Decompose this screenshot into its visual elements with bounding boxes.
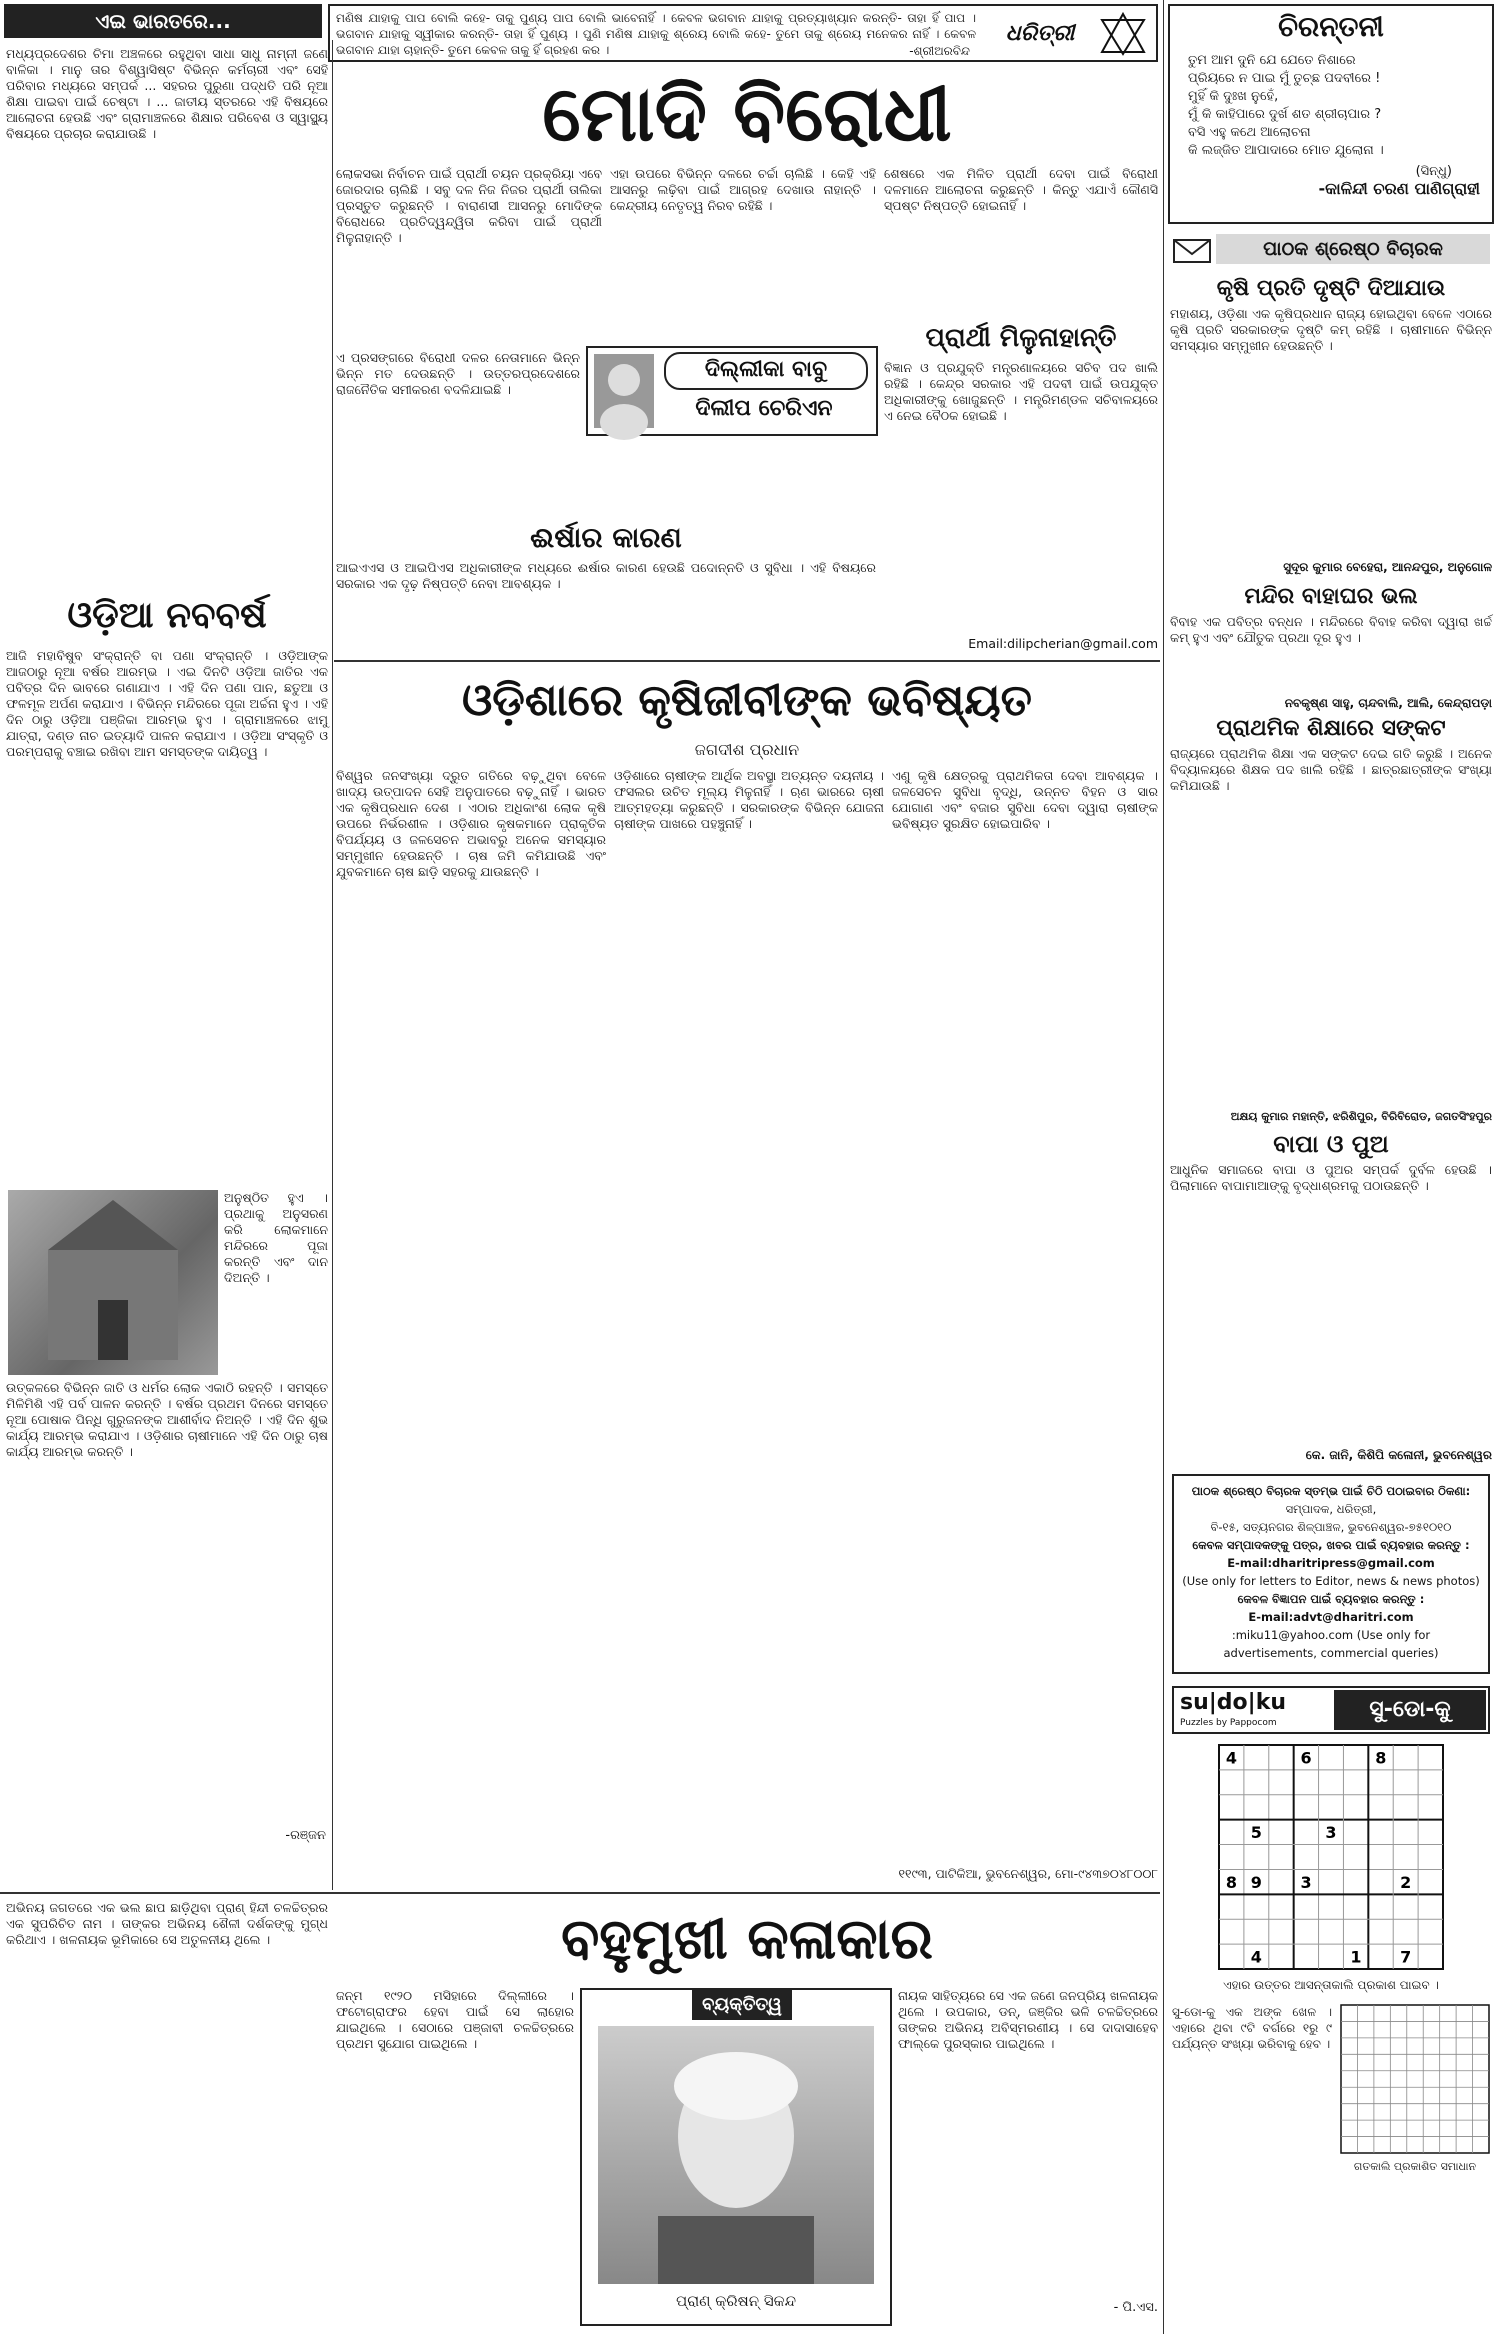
- contact-line: advertisements, commercial queries): [1223, 1646, 1439, 1660]
- subhead-candidates: ପ୍ରାର୍ଥୀ ମିଳୁନାହାନ୍ତି: [925, 323, 1117, 353]
- contact-line: କେବଳ ବିଜ୍ଞାପନ ପାଇଁ ବ୍ୟବହାର କରନ୍ତୁ :: [1237, 1592, 1425, 1606]
- dharitri-logo: ଧରିତ୍ରୀ: [1005, 21, 1075, 46]
- contact-line: (Use only for letters to Editor, news & news photos): [1182, 1574, 1480, 1588]
- poem-line: ମୁହିଁ କି ଦୁଃଖ ନୁହେଁ,: [1188, 89, 1279, 104]
- letter-body: ଆଧୁନିକ ସମାଜରେ ବାପା ଓ ପୁଅର ସମ୍ପର୍କ ଦୁର୍ବଳ ହେଉଛି । ପିଲାମାନେ ବାପାମାଆଙ୍କୁ ବୃଦ୍ଧାଶ୍ରମକୁ ପଠାଉଛନ୍ତି ।: [1170, 1162, 1492, 1193]
- sudoku-digit: 2: [1400, 1872, 1412, 1892]
- letter-body: ରାଜ୍ୟରେ ପ୍ରାଥମିକ ଶିକ୍ଷା ଏକ ସଙ୍କଟ ଦେଇ ଗତି କରୁଛି । ଅନେକ ବିଦ୍ୟାଳୟରେ ଶିକ୍ଷକ ପଦ ଖାଲି ରହିଛି । ଛାତ୍ରଛାତ୍ରୀଙ୍କ ସଂଖ୍ୟା କମିଯାଉଛି ।: [1170, 746, 1492, 793]
- artist-col1: ଅଭିନୟ ଜଗତରେ ଏକ ଭଲ ଛାପ ଛାଡ଼ିଥିବା ପ୍ରାଣ୍‌ ହିନ୍ଦୀ ଚଳଚ୍ଚିତ୍ରର ଏକ ସୁପରିଚିତ ନାମ । ତାଙ୍କର ଅଭିନୟ ଶୈଳୀ ଦର୍ଶକଙ୍କୁ ମୁଗ୍ଧ କରିଥାଏ । ଖଳନାୟକ ଭୂମିକାରେ ସେ ଅତୁଳନୀୟ ଥିଲେ ।: [6, 1900, 328, 1947]
- left-story-body: ଆଜି ମହାବିଷୁବ ସଂକ୍ରାନ୍ତି ବା ପଣା ସଂକ୍ରାନ୍ତି । ଓଡ଼ିଆଙ୍କ ଆଜଠାରୁ ନୂଆ ବର୍ଷର ଆରମ୍ଭ । ଏଇ ଦିନଟି ଓଡ଼ିଆ ଜାତିର ଏକ ପବିତ୍ର ଦିନ ଭାବରେ ଗଣାଯାଏ । ଏହି ଦିନ ପଣା ପାନ, ଛତୁଆ ଓ ଫଳମୂଳ ଅର୍ପଣ କରାଯାଏ । ବିଭିନ୍ନ ମନ୍ଦିରରେ ପୂଜା ଅର୍ଚ୍ଚନା ହୁଏ । ଏହି ଦିନ ଠାରୁ ଓଡ଼ିଆ ପଞ୍ଜିକା ଆରମ୍ଭ ହୁଏ । ଗ୍ରାମାଞ୍ଚଳରେ ଝାମୁ ଯାତ୍ରା, ଦଣ୍ଡ ନାଚ ଇତ୍ୟାଦି ପାଳନ କରାଯାଏ । ଓଡ଼ିଆ ସଂସ୍କୃତି ଓ ପରମ୍ପରାକୁ ବଞ୍ଚାଇ ରଖିବା ଆମ ସମସ୍ତଙ୍କ ଦାୟିତ୍ୱ ।: [6, 648, 328, 759]
- subhead-jealousy: ଈର୍ଷାର କାରଣ: [530, 521, 682, 554]
- artist-author: - ପି.ଏସ.: [1113, 2300, 1158, 2315]
- poem: [1188, 52, 1492, 160]
- letters-banner-title: ପାଠକ ଶ୍ରେଷ୍ଠ ବିଚାରକ: [1216, 234, 1490, 264]
- columnist-name: ଦିଲୀପ ଚେରିଏନ: [695, 396, 833, 421]
- letter-body: ବିବାହ ଏକ ପବିତ୍ର ବନ୍ଧନ । ମନ୍ଦିରରେ ବିବାହ କରିବା ଦ୍ୱାରା ଖର୍ଚ୍ଚ କମ୍‌ ହୁଏ ଏବଂ ଯୌତୁକ ପ୍ରଥା ଦୂର ହୁଏ ।: [1170, 614, 1492, 645]
- poem-line: କି ଲଜ୍ଜିତ ଆପାଦାରେ ମୋତ ଯୁଲୋନା ।: [1188, 143, 1384, 158]
- quote-text: ମଣିଷ ଯାହାକୁ ପାପ ବୋଲି କହେ- ତାକୁ ପୁଣ୍ୟ ପାପ ବୋଲି ଭାବେନାହିଁ । କେବଳ ଭଗବାନ ଯାହାକୁ ପ୍ରତ୍ୟାଖ୍ୟାନ କରନ୍ତି- ତାହା ହିଁ ପାପ । ଭଗବାନ ଯାହାକୁ ସ୍ୱୀକାର କରନ୍ତି- ତାହା ହିଁ ପୁଣ୍ୟ । ପୁଣି ମଣିଷ ଯାହାକୁ ଶ୍ରେୟ ବୋଲି କହେ- ତୁମେ ତାକୁ ଶ୍ରେୟ ମନେକର ନାହିଁ । କେବଳ ଭଗବାନ ଯାହା ଚାହାନ୍ତି- ତୁମେ କେବଳ ତାକୁ ହିଁ ଗ୍ରହଣ କର ।: [336, 11, 976, 57]
- quote-box: [328, 4, 1158, 62]
- sudoku-logo: su|do|ku: [1180, 1690, 1286, 1715]
- profile-box: [580, 1988, 892, 2326]
- column-header: [4, 4, 322, 38]
- columnist-photo: [594, 354, 654, 428]
- sudoku-digit: 8: [1375, 1748, 1387, 1768]
- poem-line: ତୁମ ଆମ ଦୁନି ଯେ ଯେତେ ନିଶାରେ: [1188, 53, 1356, 68]
- sudoku-digit: 3: [1325, 1823, 1337, 1843]
- sudoku-digit: 7: [1400, 1947, 1412, 1967]
- letter-sign: ଅକ୍ଷୟ କୁମାର ମହାନ୍ତି, ଝରିଶିପୁର, ବିରିବିରୋଡ, ଜଗତସିଂହପୁର: [1230, 1110, 1492, 1123]
- contact-line: :miku11@yahoo.com (Use only for: [1231, 1628, 1431, 1642]
- sudoku-digit: 9: [1250, 1872, 1262, 1892]
- sudoku-board[interactable]: [1218, 1744, 1444, 1974]
- solution-grid: [1340, 2004, 1490, 2154]
- agri-author: ଜଗଦୀଶ ପ୍ରଧାନ: [694, 740, 800, 759]
- artist-col3: ନାୟକ ସାହିତ୍ୟରେ ସେ ଏକ ଜଣେ ଜନପ୍ରିୟ ଖଳନାୟକ ଥିଲେ । ଉପକାର, ଡନ୍‌, ଜଞ୍ଜିର ଭଳି ଚଳଚ୍ଚିତ୍ରରେ ତାଙ୍କର ଅଭିନୟ ଅବିସ୍ମରଣୀୟ । ସେ ଦାଦାସାହେବ ଫାଲ୍‌କେ ପୁରସ୍କାର ପାଇଥିଲେ ।: [898, 1988, 1158, 2051]
- divider: [334, 660, 1160, 662]
- agri-headline: ଓଡ଼ିଶାରେ କୃଷିଜୀବୀଙ୍କ ଭବିଷ୍ୟତ: [461, 675, 1033, 726]
- contact-line: ବି-୧୫, ସତ୍ୟନଗର ଶିଳ୍ପାଞ୍ଚଳ, ଭୁବନେଶ୍ୱର-୭୫୧୦୧୦: [1210, 1520, 1452, 1534]
- sudoku-grid: [1218, 1744, 1444, 1970]
- columnist-email: Email:dilipcherian@gmail.com: [968, 636, 1158, 651]
- main-story-col3: ଶେଷରେ ଏକ ମିଳିତ ପ୍ରାର୍ଥୀ ଦେବା ପାଇଁ ବିରୋଧୀ ଦଳମାନେ ଆଲୋଚନା କରୁଛନ୍ତି । କିନ୍ତୁ ଏଯାଏଁ କୌଣସି ସ୍ପଷ୍ଟ ନିଷ୍ପତ୍ତି ହୋଇନାହିଁ ।: [884, 166, 1158, 213]
- sudoku-rules: ସୁ-ଡୋ-କୁ ଏକ ଅଙ୍କ ଖେଳ । ଏହାରେ ଥିବା ୯ଟି ବର୍ଗରେ ୧ରୁ ୯ ପର୍ଯ୍ୟନ୍ତ ସଂଖ୍ୟା ଭରିବାକୁ ହେବ ।: [1172, 2005, 1332, 2051]
- main-headline: ମୋଦି ବିରୋଧୀ: [542, 69, 952, 158]
- contact-line: ସମ୍ପାଦକ, ଧରିତ୍ରୀ,: [1285, 1502, 1377, 1516]
- quote-author: -ଶ୍ରୀଅରବିନ୍ଦ: [909, 44, 970, 58]
- agri-col2: ଓଡ଼ିଶାରେ ଚାଷୀଙ୍କ ଆର୍ଥିକ ଅବସ୍ଥା ଅତ୍ୟନ୍ତ ଦୟନୀୟ । ଫସଲର ଉଚିତ ମୂଲ୍ୟ ମିଳୁନାହିଁ । ଋଣ ଭାରରେ ଚାଷୀ ଆତ୍ମହତ୍ୟା କରୁଛନ୍ତି । ସରକାରଙ୍କ ବିଭିନ୍ନ ଯୋଜନା ଚାଷୀଙ୍କ ପାଖରେ ପହଞ୍ଚୁନାହିଁ ।: [614, 768, 884, 831]
- sudoku-digit: 8: [1225, 1872, 1238, 1892]
- photo-caption: ପ୍ରାଣ୍‌ କ୍ରିଷନ୍‌ ସିକନ୍ଦ: [675, 2292, 797, 2310]
- column-divider: [1163, 0, 1164, 2334]
- main-story-col2: ଏହା ଉପରେ ବିଭିନ୍ନ ଦଳରେ ଚର୍ଚ୍ଚା ଚାଲିଛି । କେହି ଏହି ଆସନରୁ ଲଢ଼ିବା ପାଇଁ ଆଗ୍ରହ ଦେଖାଉ ନାହାନ୍ତି । କେନ୍ଦ୍ରୀୟ ନେତୃତ୍ୱ ନିରବ ରହିଛି ।: [610, 166, 876, 213]
- agri-col1: ବିଶ୍ୱର ଜନସଂଖ୍ୟା ଦ୍ରୁତ ଗତିରେ ବଢ଼ୁଥିବା ବେଳେ ଖାଦ୍ୟ ଉତ୍ପାଦନ ସେହି ଅନୁପାତରେ ବଢ଼ୁନାହିଁ । ଭାରତ ଏକ କୃଷିପ୍ରଧାନ ଦେଶ । ଏଠାର ଅଧିକାଂଶ ଲୋକ କୃଷି ଉପରେ ନିର୍ଭରଶୀଳ । ଓଡ଼ିଶାର କୃଷକମାନେ ପ୍ରାକୃତିକ ବିପର୍ଯ୍ୟୟ ଓ ଜଳସେଚନ ଅଭାବରୁ ଅନେକ ସମସ୍ୟାର ସମ୍ମୁଖୀନ ହେଉଛନ୍ତି । ଚାଷ ଜମି କମିଯାଉଛି ଏବଂ ଯୁବକମାନେ ଚାଷ ଛାଡ଼ି ସହରକୁ ଯାଉଛନ୍ତି ।: [336, 768, 606, 879]
- editor-email-link[interactable]: E-mail:dharitripress@gmail.com: [1227, 1556, 1435, 1570]
- left-story-cont: ଉତ୍କଳରେ ବିଭିନ୍ନ ଜାତି ଓ ଧର୍ମର ଲୋକ ଏକାଠି ରହନ୍ତି । ସମସ୍ତେ ମିଳିମିଶି ଏହି ପର୍ବ ପାଳନ କରନ୍ତି । ବର୍ଷର ପ୍ରଥମ ଦିନରେ ସମସ୍ତେ ନୂଆ ପୋଷାକ ପିନ୍ଧି ଗୁରୁଜନଙ୍କ ଆଶୀର୍ବାଦ ନିଅନ୍ତି । ଏହି ଦିନ ଶୁଭ କାର୍ଯ୍ୟ ଆରମ୍ଭ କରାଯାଏ । ଓଡ଼ିଶାର ଚାଷୀମାନେ ଏହି ଦିନ ଠାରୁ ଚାଷ କାର୍ଯ୍ୟ ଆରମ୍ଭ କରନ୍ତି ।: [6, 1380, 328, 1459]
- letter-body: ମହାଶୟ, ଓଡ଼ିଶା ଏକ କୃଷିପ୍ରଧାନ ରାଜ୍ୟ ହୋଇଥିବା ବେଳେ ଏଠାରେ କୃଷି ପ୍ରତି ସରକାରଙ୍କ ଦୃଷ୍ଟି କମ୍‌ ରହିଛି । ଚାଷୀମାନେ ବିଭିନ୍ନ ସମସ୍ୟାର ସମ୍ମୁଖୀନ ହେଉଛନ୍ତି ।: [1170, 306, 1492, 353]
- column-name: ଦିଲ୍ଲୀକା ବାବୁ: [664, 352, 868, 390]
- poet-name: -କାଳିନ୍ଦୀ ଚରଣ ପାଣିଗ୍ରାହୀ: [1318, 179, 1480, 198]
- agri-address: ୧୧୯୩, ପାଟିକିଆ, ଭୁବନେଶ୍ୱର, ମୋ-୯୪୩୭୦୪୮୦୦୮: [898, 1866, 1158, 1881]
- artist-photo: [598, 2026, 874, 2284]
- sudoku-digit: 1: [1350, 1947, 1362, 1967]
- sudoku-digit: 5: [1250, 1823, 1262, 1843]
- solution-label: ଗତକାଲି ପ୍ରକାଶିତ ସମାଧାନ: [1353, 2160, 1477, 2173]
- solution-board: [1340, 2004, 1490, 2158]
- star-emblem-icon: [1100, 12, 1146, 56]
- artist-col2: ଜନ୍ମ ୧୯୨୦ ମସିହାରେ ଦିଲ୍ଲୀରେ । ଫଟୋଗ୍ରାଫର ହେବା ପାଇଁ ସେ ଲାହୋର ଯାଇଥିଲେ । ସେଠାରେ ପଞ୍ଜାବୀ ଚଳଚ୍ଚିତ୍ରରେ ପ୍ରଥମ ସୁଯୋଗ ପାଇଥିଲେ ।: [336, 1988, 574, 2051]
- letter-title: କୃଷି ପ୍ରତି ଦୃଷ୍ଟି ଦିଆଯାଉ: [1216, 276, 1446, 301]
- sudoku-digit: 4: [1225, 1748, 1238, 1768]
- poem-ref: (ସିନ୍ଧୁ): [1415, 164, 1452, 179]
- temple-icon: [8, 1190, 218, 1375]
- main-story-col3b: ବିଜ୍ଞାନ ଓ ପ୍ରଯୁକ୍ତି ମନ୍ତ୍ରଣାଳୟରେ ସଚିବ ପଦ ଖାଲି ରହିଛି । କେନ୍ଦ୍ର ସରକାର ଏହି ପଦବୀ ପାଇଁ ଉପଯୁକ୍ତ ଅଧିକାରୀଙ୍କୁ ଖୋଜୁଛନ୍ତି । ମନ୍ତ୍ରିମଣ୍ଡଳ ସଚିବାଳୟରେ ଏ ନେଇ ବୈଠକ ହୋଇଛି ।: [884, 360, 1158, 423]
- letter-title: ବାପା ଓ ପୁଅ: [1273, 1130, 1389, 1158]
- contact-line: ପାଠକ ଶ୍ରେଷ୍ଠ ବିଚାରକ ସ୍ତମ୍ଭ ପାଇଁ ଚିଠି ପଠାଇବାର ଠିକଣା:: [1191, 1484, 1471, 1498]
- left-story-title: ଓଡ଼ିଆ ନବବର୍ଷ: [67, 595, 267, 636]
- agri-col3: ଏଣୁ କୃଷି କ୍ଷେତ୍ରକୁ ପ୍ରାଥମିକତା ଦେବା ଆବଶ୍ୟକ । ଜଳସେଚନ ସୁବିଧା ବୃଦ୍ଧି, ଉନ୍ନତ ବିହନ ଓ ସାର ଯୋଗାଣ ଏବଂ ବଜାର ସୁବିଧା ଦେବା ଦ୍ୱାରା ଚାଷୀଙ୍କ ଭବିଷ୍ୟତ ସୁରକ୍ଷିତ ହୋଇପାରିବ ।: [892, 768, 1158, 831]
- person-icon: [594, 354, 654, 428]
- poem-line: ବସି ଏହୁ କଥେ ଆଲୋଚନା: [1188, 125, 1311, 140]
- sudoku-sub: Puzzles by Pappocom: [1180, 1718, 1277, 1728]
- profile-tag: ବ୍ୟକ୍ତିତ୍ୱ: [692, 1990, 792, 2020]
- contact-box: [1172, 1474, 1490, 1674]
- chirantani-box: [1168, 4, 1494, 224]
- divider: [0, 1892, 1160, 1894]
- letter-title: ପ୍ରାଥମିକ ଶିକ୍ଷାରେ ସଙ୍କଟ: [1216, 716, 1446, 741]
- artist-headline: ବହୁମୁଖୀ କଳାକାର: [561, 1907, 933, 1972]
- portrait-icon: [598, 2026, 874, 2284]
- advt-email-link[interactable]: E-mail:advt@dharitri.com: [1248, 1610, 1414, 1624]
- columnist-badge: [586, 346, 878, 436]
- poem-line: ପ୍ରିୟରେ ନ ପାଇ ମୁଁ ତୁଚ୍ଛ ପଦବୀରେ !: [1188, 71, 1381, 86]
- column-title: ଏଇ ଭାରତରେ...: [95, 9, 231, 33]
- left-story-side: ଅନୁଷ୍ଠିତ ହୁଏ । ପ୍ରଥାକୁ ଅନୁସରଣ କରି ଲୋକମାନେ ମନ୍ଦିରରେ ପୂଜା କରନ୍ତି ଏବଂ ଦାନ ଦିଅନ୍ତି ।: [224, 1190, 328, 1285]
- left-story-intro: ମଧ୍ୟପ୍ରଦେଶର ଚିମା ଅଞ୍ଚଳରେ ରହୁଥିବା ସାଧା ସାଧୁ ନାମ୍ନୀ ଜଣେ ବାଳିକା । ମାନୁ ତାର ବିଶ୍ୱାସିଷ୍ଟ ବିଭିନ୍ନ କର୍ମଚାରୀ ଏବଂ ସେହି ପରିବାର ମଧ୍ୟରେ ସମ୍ପର୍କ ... ସହରର ପୁରୁଣା ପଦ୍ଧତି ପରି ନୂଆ ଶିକ୍ଷା ପାଇବା ପାଇଁ ଚେଷ୍ଟା । ... ଜାତୀୟ ସ୍ତରରେ ଏହି ବିଷୟରେ ଆଲୋଚନା ହେଉଛି ଏବଂ ଗ୍ରାମାଞ୍ଚଳରେ ଶିକ୍ଷାର ପରିବେଶ ଓ ସ୍ୱାସ୍ଥ୍ୟ ବିଷୟରେ ପ୍ରଚାର କରାଯାଉଛି ।: [6, 46, 328, 141]
- festival-photo: [8, 1190, 218, 1375]
- sudoku-answer-label: ଏହାର ଉତ୍ତର ଆସନ୍ତାକାଲି ପ୍ରକାଶ ପାଇବ ।: [1223, 1978, 1439, 1992]
- letter-sign: ସୁଦୂର କୁମାର ବେହେରା, ଆନନ୍ଦପୁର, ଅନୁଗୋଳ: [1283, 560, 1492, 574]
- sudoku-digit: 6: [1300, 1748, 1312, 1768]
- envelope-icon: [1172, 234, 1212, 266]
- letter-sign: କେ. ଜାନି, କିଶିପି କଳୋନୀ, ଭୁବନେଶ୍ୱର: [1305, 1448, 1492, 1462]
- sudoku-title: ସୁ-ଡୋ-କୁ: [1334, 1690, 1486, 1730]
- main-story-jealousy: ଆଇଏଏସ ଓ ଆଇପିଏସ ଅଧିକାରୀଙ୍କ ମଧ୍ୟରେ ଈର୍ଷାର କାରଣ ହେଉଛି ପଦୋନ୍ନତି ଓ ସୁବିଧା । ଏହି ବିଷୟରେ ସରକାର ଏକ ଦୃଢ଼ ନିଷ୍ପତ୍ତି ନେବା ଆବଶ୍ୟକ ।: [336, 560, 876, 591]
- main-story-col1b: ଏ ପ୍ରସଙ୍ଗରେ ବିରୋଧୀ ଦଳର ନେତାମାନେ ଭିନ୍ନ ଭିନ୍ନ ମତ ଦେଉଛନ୍ତି । ଉତ୍ତରପ୍ରଦେଶରେ ରାଜନୈତିକ ସମୀକରଣ ବଦଳିଯାଇଛି ।: [336, 350, 580, 397]
- letter-sign: ନବକୃଷ୍ଣ ସାହୁ, ଚାନ୍ଦବାଲି, ଆଲି, କେନ୍ଦ୍ରାପଡ଼ା: [1284, 696, 1492, 710]
- chirantani-title: ଚିରନ୍ତନୀ: [1278, 10, 1384, 43]
- column-divider: [332, 40, 333, 1890]
- sudoku-digit: 4: [1250, 1947, 1262, 1967]
- left-story-author: -ରଞ୍ଜନ: [285, 1828, 326, 1843]
- contact-line: କେବଳ ସମ୍ପାଦକଙ୍କୁ ପତ୍ର, ଖବର ପାଇଁ ବ୍ୟବହାର କରନ୍ତୁ :: [1192, 1538, 1470, 1552]
- letters-banner: [1168, 232, 1494, 268]
- letter-title: ମନ୍ଦିର ବାହାଘର ଭଲ: [1244, 584, 1418, 609]
- sudoku-digit: 3: [1300, 1872, 1312, 1892]
- poem-line: ମୁଁ କି କାହିପାରେ ଦୁର୍ଖ ଶତ ଶ୍ରୀଚାପାର ?: [1188, 107, 1382, 122]
- main-story-col1: ଲୋକସଭା ନିର୍ବାଚନ ପାଇଁ ପ୍ରାର୍ଥୀ ଚୟନ ପ୍ରକ୍ରିୟା ଏବେ ଜୋରଦାର ଚାଲିଛି । ସବୁ ଦଳ ନିଜ ନିଜର ପ୍ରାର୍ଥୀ ତାଲିକା ପ୍ରସ୍ତୁତ କରୁଛନ୍ତି । ବାରାଣସୀ ଆସନରୁ ମୋଦିଙ୍କ ବିରୋଧରେ ପ୍ରତିଦ୍ୱନ୍ଦ୍ୱିତା କରିବା ପାଇଁ ପ୍ରାର୍ଥୀ ମିଳୁନାହାନ୍ତି ।: [336, 166, 602, 245]
- sudoku-header: [1172, 1686, 1490, 1734]
